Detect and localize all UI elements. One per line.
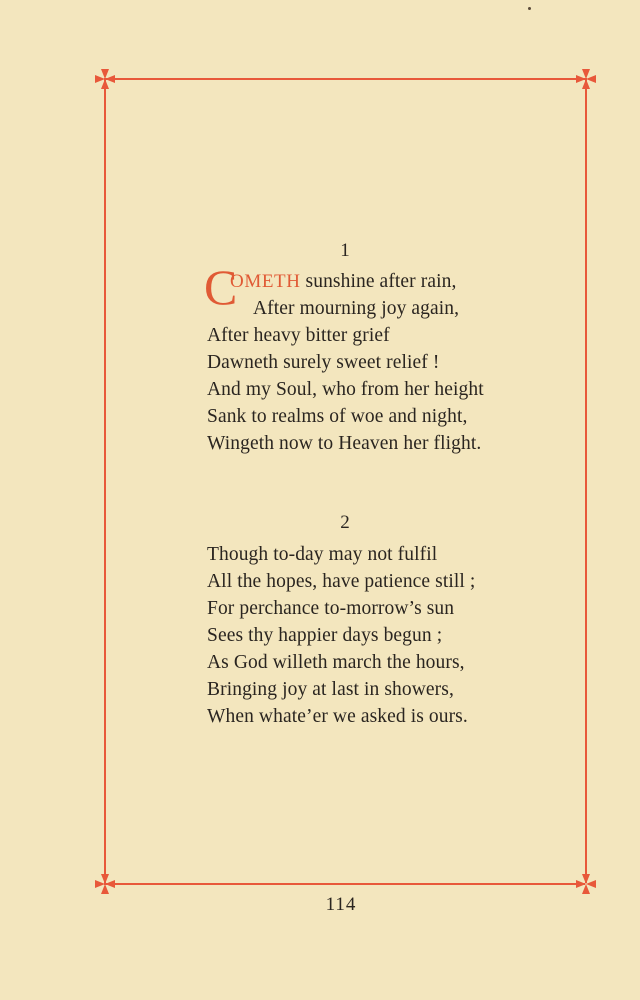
- poem-line: Wingeth now to Heaven her flight.: [207, 433, 482, 454]
- poem-line: Bringing joy at last in showers,: [207, 679, 454, 700]
- border-right-rule: [585, 78, 587, 883]
- poem-line: After mourning joy again,: [253, 298, 460, 319]
- poem-line: All the hopes, have patience still ;: [207, 571, 476, 592]
- border-left-rule: [104, 78, 106, 883]
- poem-line: Dawneth surely sweet relief !: [207, 352, 440, 373]
- poem-line: Sank to realms of woe and night,: [207, 406, 468, 427]
- border-bottom-rule: [104, 883, 585, 885]
- drop-cap: C: [204, 259, 238, 315]
- opening-word: OMETH: [230, 271, 301, 292]
- poem-line: Sees thy happier days begun ;: [207, 625, 443, 646]
- stanza-number: 2: [340, 512, 350, 533]
- stanza: [207, 541, 475, 730]
- poem-line: Though to-day may not fulfil: [207, 544, 438, 565]
- page-number: 114: [325, 894, 357, 915]
- cross-ornament-icon: [575, 873, 597, 895]
- stanza-number: 1: [340, 240, 350, 261]
- poem-line: As God willeth march the hours,: [207, 652, 465, 673]
- paper-speck: [528, 7, 531, 10]
- poem-line: When whate’er we asked is ours.: [207, 706, 468, 727]
- cross-ornament-icon: [94, 68, 116, 90]
- stanza: [204, 259, 484, 457]
- border-top-rule: [104, 78, 585, 80]
- cross-ornament-icon: [94, 873, 116, 895]
- poem-line: For perchance to-morrow’s sun: [207, 598, 455, 619]
- cross-ornament-icon: [575, 68, 597, 90]
- poem-line: And my Soul, who from her height: [207, 379, 484, 400]
- first-line-text: sunshine after rain,: [300, 271, 457, 292]
- poem-line: After heavy bitter grief: [207, 325, 390, 346]
